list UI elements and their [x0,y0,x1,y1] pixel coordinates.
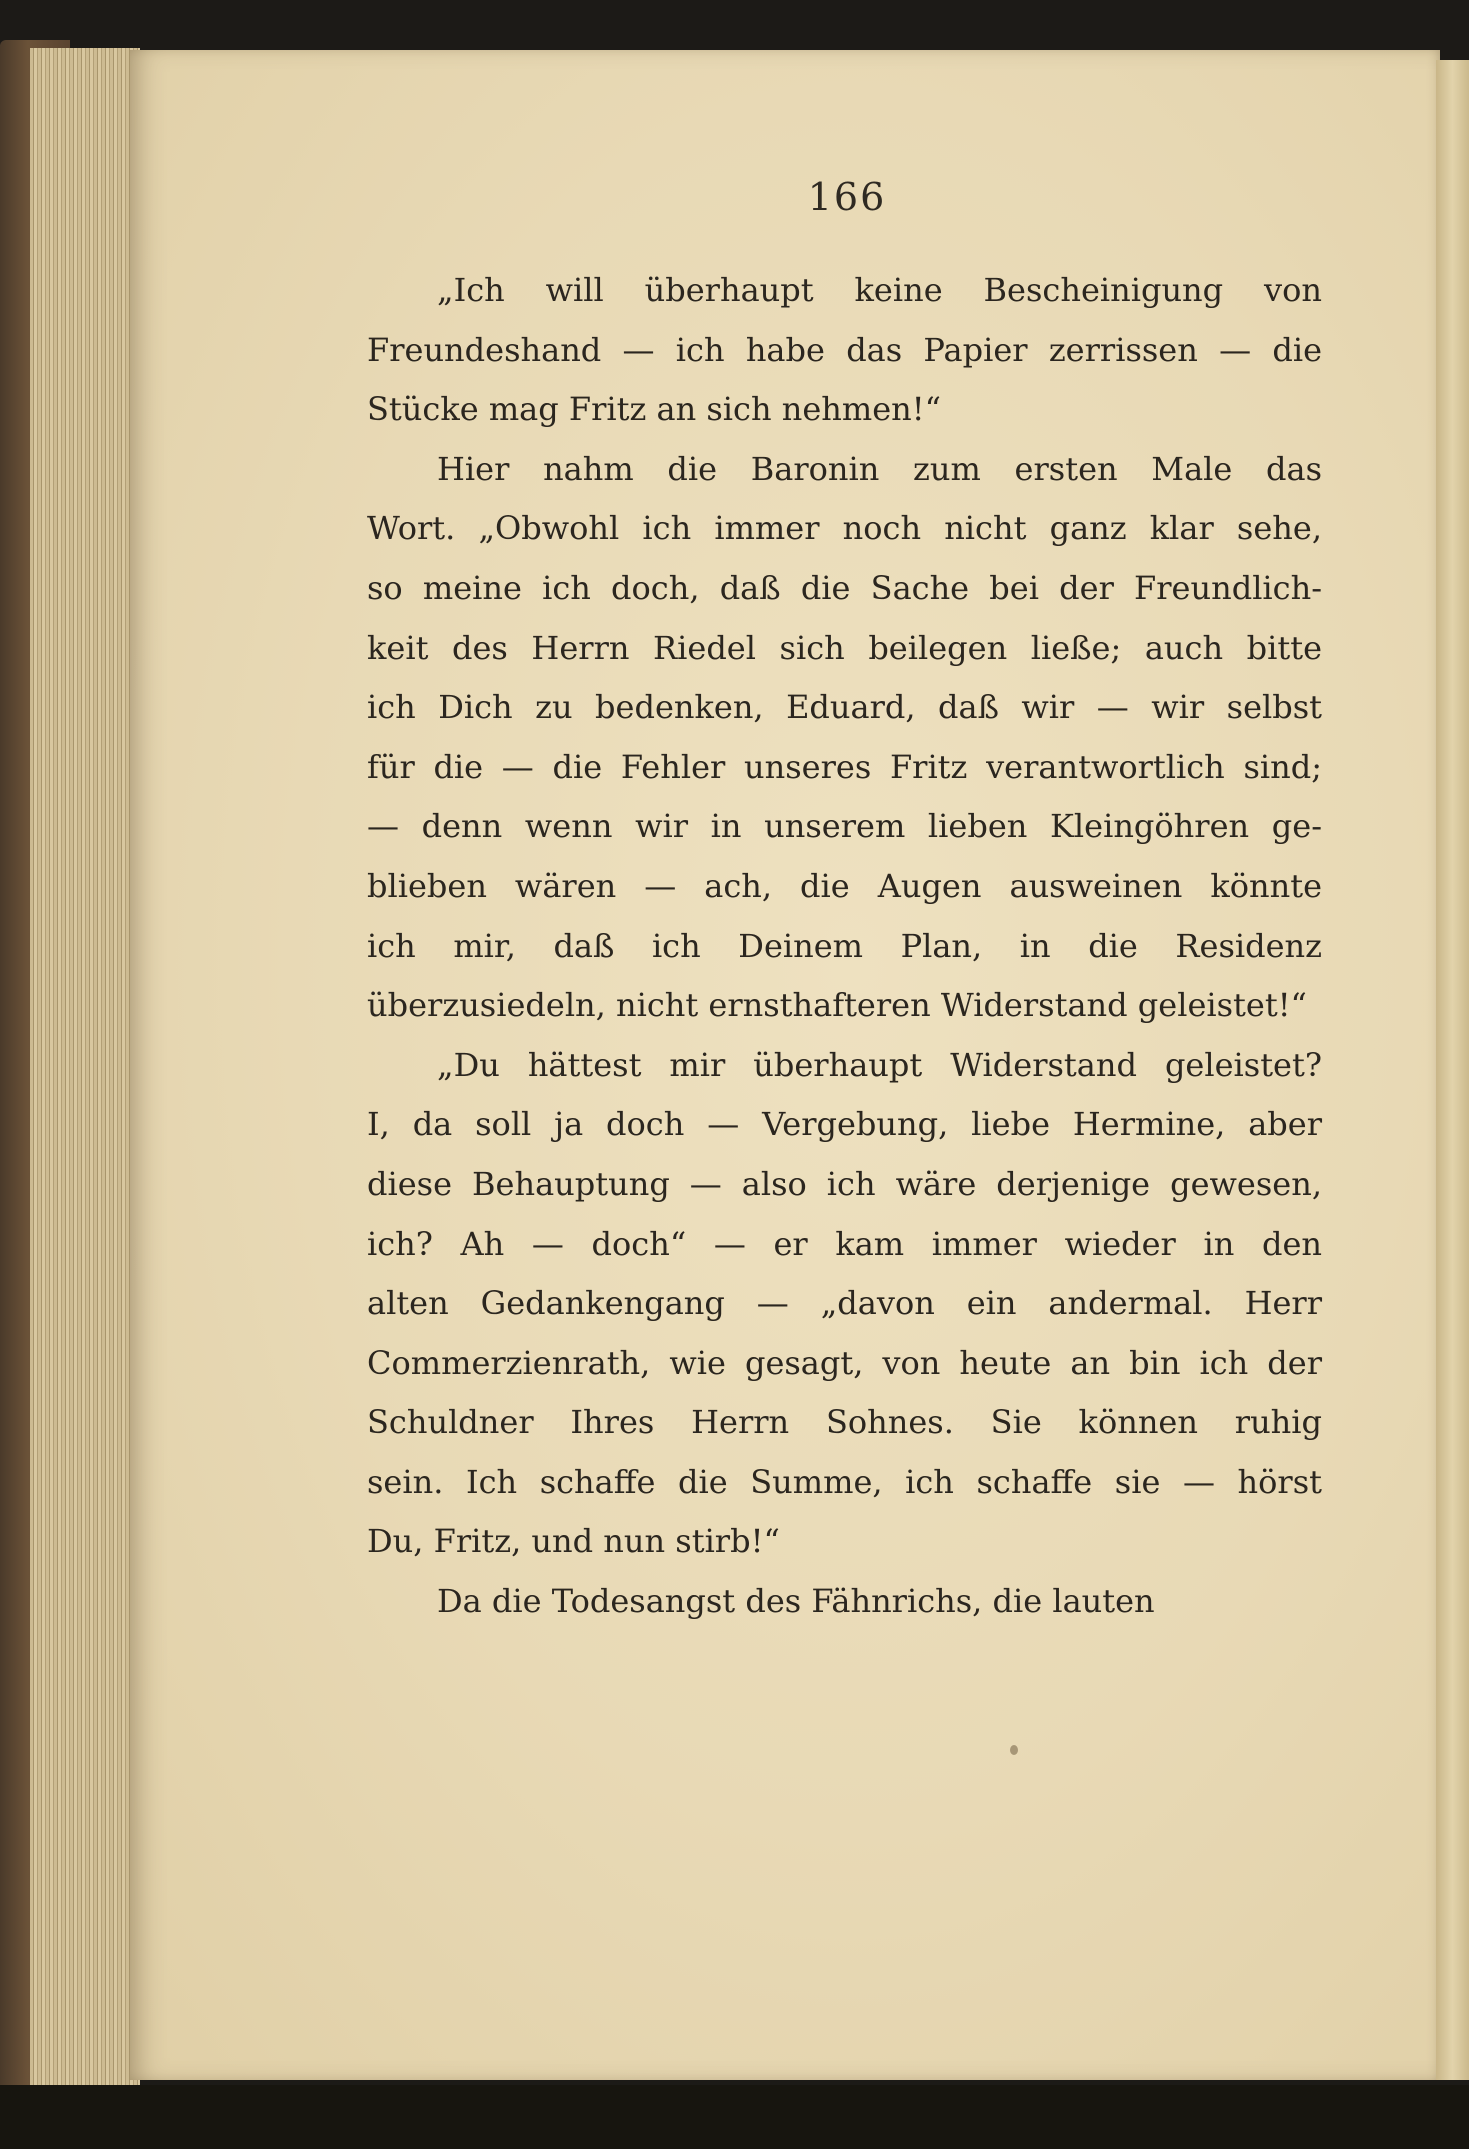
text-line: — denn wenn wir in unserem lieben Kleingöhren ge- [367,807,1322,846]
text-line: überzusiedeln, nicht ernsthafteren Widerstand geleistet!“ [367,986,1307,1025]
text-line: „Du hättest mir überhaupt Widerstand geleistet? [437,1045,1322,1084]
page-stack-edges [30,48,140,2088]
text-line: I, da soll ja doch — Vergebung, liebe Hermine, aber [367,1105,1322,1144]
page-number: 166 [807,175,887,219]
page-right-edge [1436,60,1469,2080]
scan-bottom-border [0,2085,1469,2149]
paper-speck [1010,1745,1018,1755]
text-line: „Ich will überhaupt keine Bescheinigung von [437,271,1322,309]
text-line: Commerzienrath, wie gesagt, von heute an bin ich der [367,1343,1322,1382]
text-line: sein. Ich schaffe die Summe, ich schaffe sie — hörst [367,1462,1322,1501]
text-line: Freundeshand — ich habe das Papier zerrissen — die [367,330,1322,369]
text-line: blieben wären — ach, die Augen ausweinen könnte [367,866,1322,905]
text-line: ich? Ah — doch“ — er kam immer wieder in den [367,1224,1322,1263]
text-line: ich Dich zu bedenken, Eduard, daß wir — wir selbst [367,688,1322,727]
text-line: Wort. „Obwohl ich immer noch nicht ganz klar sehe, [367,509,1322,548]
text-line: Du, Fritz, und nun stirb!“ [367,1522,780,1561]
text-line: so meine ich doch, daß die Sache bei der Freundlich- [367,568,1322,607]
text-line: keit des Herrn Riedel sich beilegen ließe; auch bitte [367,628,1322,667]
text-line: Schuldner Ihres Herrn Sohnes. Sie können ruhig [367,1403,1322,1442]
body-text [367,261,1322,1632]
text-line: Da die Todesangst des Fähnrichs, die lauten [437,1582,1155,1621]
text-line: Stücke mag Fritz an sich nehmen!“ [367,390,941,429]
text-line: Hier nahm die Baronin zum ersten Male das [437,449,1322,488]
text-line: alten Gedankengang — „davon ein andermal. Herr [367,1284,1322,1323]
text-line: ich mir, daß ich Deinem Plan, in die Residenz [367,926,1322,965]
text-line: für die — die Fehler unseres Fritz verantwortlich sind; [367,747,1322,786]
text-line: diese Behauptung — also ich wäre derjenige gewesen, [367,1164,1322,1203]
